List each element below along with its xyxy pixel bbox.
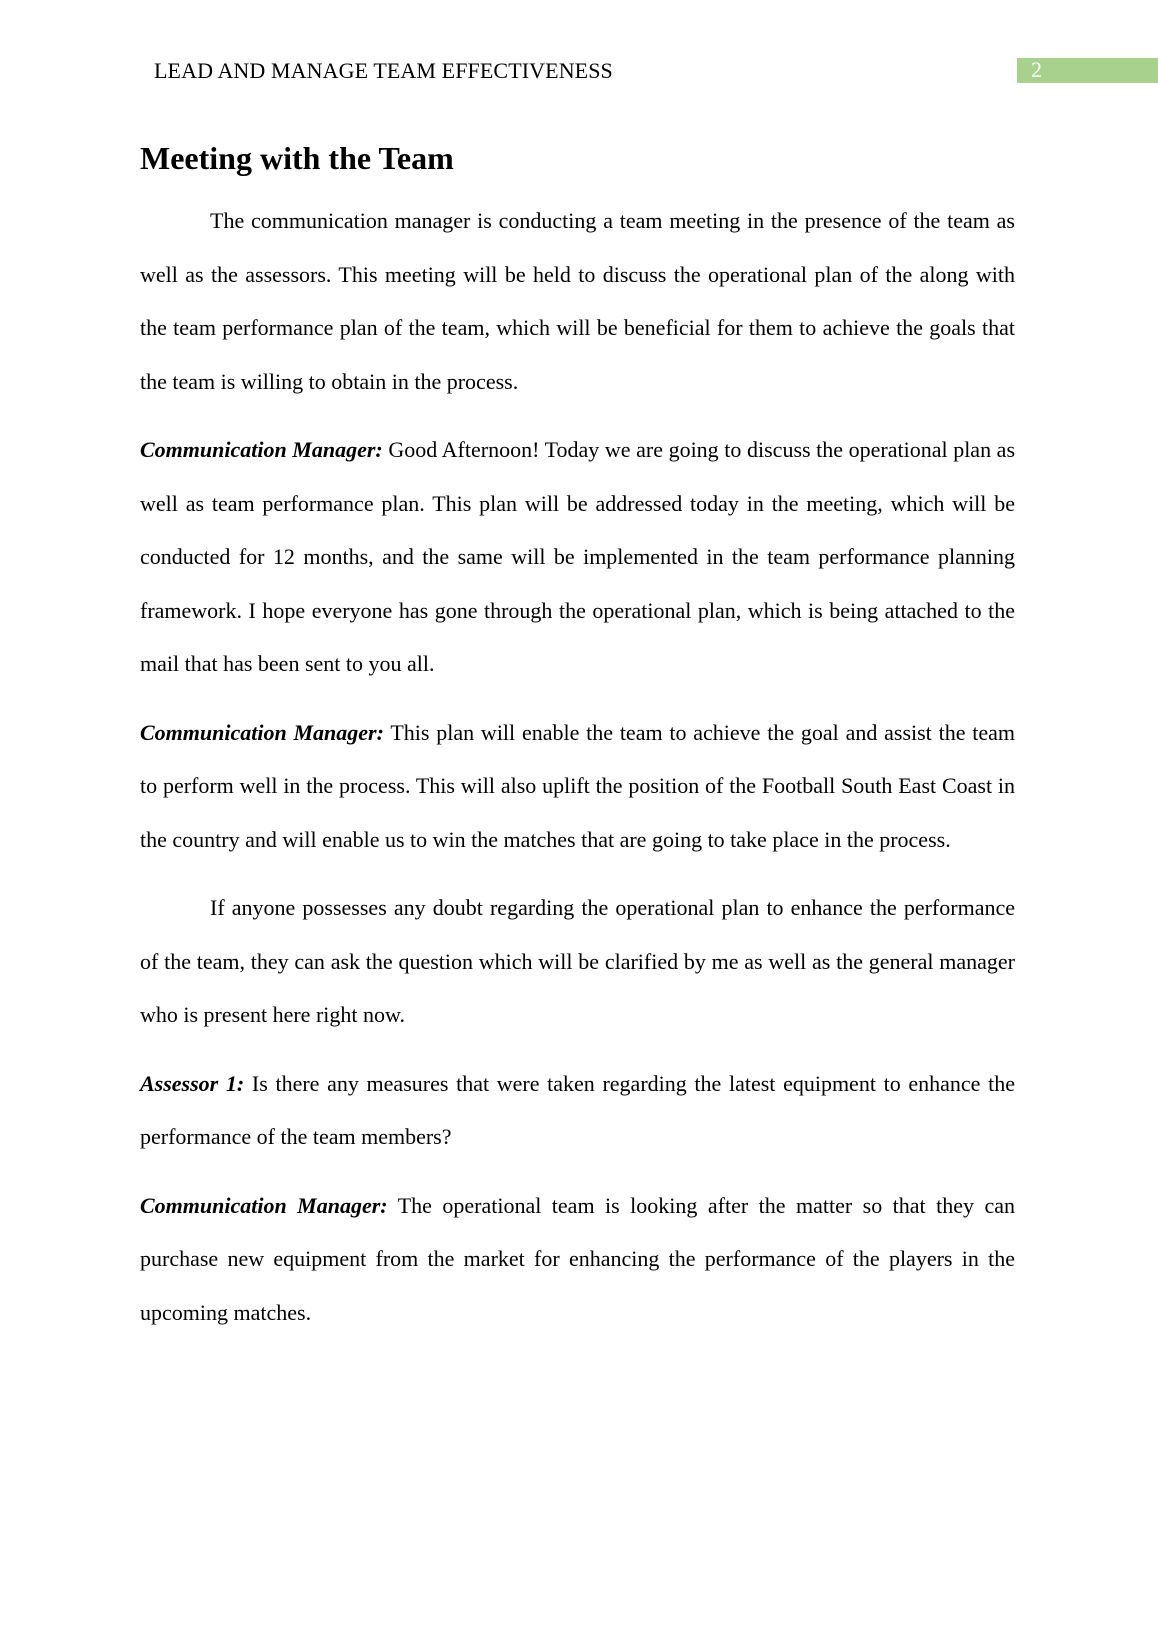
page-number-badge — [1017, 58, 1158, 83]
speaker-label: Assessor 1: — [140, 1070, 245, 1096]
paragraph-followup — [140, 881, 1015, 1042]
dialogue-paragraph — [140, 1179, 1015, 1340]
paragraph-text: Is there any measures that were taken regarding the latest equipment to enhance the performance of the team members? — [140, 1070, 1015, 1149]
section-heading: Meeting with the Team — [140, 140, 454, 176]
paragraph-text: If anyone possesses any doubt regarding the operational plan to enhance the performance of the team, they can ask the question which will be clarified by me as well as the general manager who is present here right now. — [140, 895, 1015, 1027]
running-head: LEAD AND MANAGE TEAM EFFECTIVENESS — [154, 58, 613, 83]
document-body — [140, 136, 1015, 1339]
dialogue-paragraph — [140, 706, 1015, 867]
speaker-label: Communication Manager: — [140, 719, 384, 745]
dialogue-paragraph — [140, 1057, 1015, 1164]
paragraph-text: This plan will enable the team to achieve the goal and assist the team to perform well in the process. This will also uplift the position of the Football South East Coast in the country and will enable us to win the matches that are going to take place in the process. — [140, 719, 1016, 852]
paragraph-text: The communication manager is conducting a team meeting in the presence of the team as well as the assessors. This meeting will be held to discuss the operational plan of the along with the team performance plan of the team, which will be beneficial for them to achieve the goals that the team is willing to obtain in the process. — [140, 208, 1015, 394]
paragraph-text: The operational team is looking after the matter so that they can purchase new equipment from the market for enhancing the performance of the players in the upcoming matches. — [140, 1192, 1015, 1325]
paragraph-intro — [140, 194, 1015, 408]
page-number: 2 — [1031, 57, 1042, 82]
speaker-label: Communication Manager: — [140, 437, 383, 462]
speaker-label: Communication Manager: — [140, 1192, 388, 1218]
dialogue-paragraph — [140, 423, 1015, 691]
paragraph-text: Good Afternoon! Today we are going to discuss the operational plan as well as team performance plan. This plan will be addressed today in the meeting, which will be conducted for 12 months, and the same will be implemented in the team performance planning framework. I hope everyone has gone through the operational plan, which is being attached to the mail that has been sent to you all. — [140, 437, 1016, 676]
